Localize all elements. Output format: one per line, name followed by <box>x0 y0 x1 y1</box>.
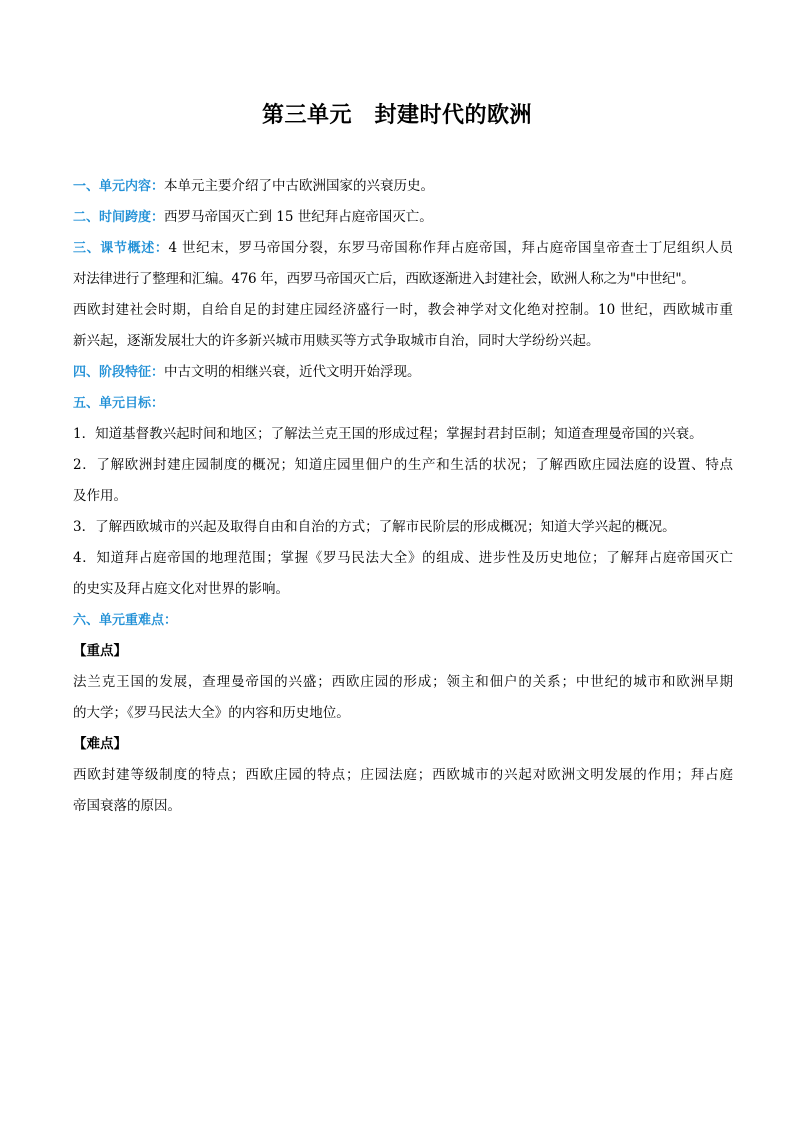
overview-line <box>73 233 733 264</box>
hard-points-text: 帝国衰落的原因。 <box>73 798 181 814</box>
goal-item: 及作用。 <box>73 488 127 504</box>
difficulties-label: 六、单元重难点： <box>73 613 178 628</box>
unit-content-text: 本单元主要介绍了中古欧洲国家的兴衰历史。 <box>164 178 435 194</box>
goals-heading <box>73 388 733 419</box>
timespan-line <box>73 202 733 233</box>
unit-content-line <box>73 171 733 202</box>
page-title: 第三单元 封建时代的欧洲 <box>261 103 532 128</box>
hard-points-text: 西欧封建等级制度的特点；西欧庄园的特点；庄园法庭；西欧城市的兴起对欧洲文明发展的作用；拜占庭 <box>73 767 733 783</box>
difficulties-heading <box>73 605 733 636</box>
key-points-text: 的大学；《罗马民法大全》的内容和历史地位。 <box>73 705 350 721</box>
timespan-text: 西罗马帝国灭亡到 15 世纪拜占庭帝国灭亡。 <box>164 209 433 225</box>
document-body <box>73 171 733 822</box>
timespan-label: 二、时间跨度： <box>73 210 165 225</box>
unit-content-label: 一、单元内容： <box>73 179 165 194</box>
goals-label: 五、单元目标： <box>73 396 165 411</box>
overview-line: 西欧封建社会时期，自给自足的封建庄园经济盛行一时，教会神学对文化绝对控制。10 世纪，西欧城市重 <box>73 302 733 318</box>
overview-line: 对法律进行了整理和汇编。476 年，西罗马帝国灭亡后，西欧逐渐进入封建社会，欧洲人称之为"中世纪"。 <box>73 271 695 287</box>
goal-item: 4．知道拜占庭帝国的地理范围；掌握《罗马民法大全》的组成、进步性及历史地位；了解拜占庭帝国灭亡 <box>73 550 733 566</box>
key-points-text: 法兰克王国的发展，查理曼帝国的兴盛；西欧庄园的形成；领主和佃户的关系；中世纪的城市和欧洲早期 <box>73 674 733 690</box>
goal-item: 3．了解西欧城市的兴起及取得自由和自治的方式；了解市民阶层的形成概况；知道大学兴起的概况。 <box>73 519 676 535</box>
goal-item: 1．知道基督教兴起时间和地区；了解法兰克王国的形成过程；掌握封君封臣制；知道查理曼帝国的兴衰。 <box>73 426 703 442</box>
goal-item: 的史实及拜占庭文化对世界的影响。 <box>73 581 289 597</box>
stage-line <box>73 357 733 388</box>
hard-points-heading: 【难点】 <box>73 736 127 752</box>
key-points-heading: 【重点】 <box>73 643 127 659</box>
stage-label: 四、阶段特征： <box>73 365 165 380</box>
goal-item: 2．了解欧洲封建庄园制度的概况；知道庄园里佃户的生产和生活的状况；了解西欧庄园法庭的设置、特点 <box>73 457 733 473</box>
overview-label: 三、课节概述： <box>73 241 169 256</box>
overview-text: 4 世纪末，罗马帝国分裂，东罗马帝国称作拜占庭帝国，拜占庭帝国皇帝查士丁尼组织人员 <box>168 240 733 256</box>
stage-text: 中古文明的相继兴衰，近代文明开始浮现。 <box>164 364 421 380</box>
overview-line: 新兴起，逐渐发展壮大的许多新兴城市用赎买等方式争取城市自治，同时大学纷纷兴起。 <box>73 333 600 349</box>
